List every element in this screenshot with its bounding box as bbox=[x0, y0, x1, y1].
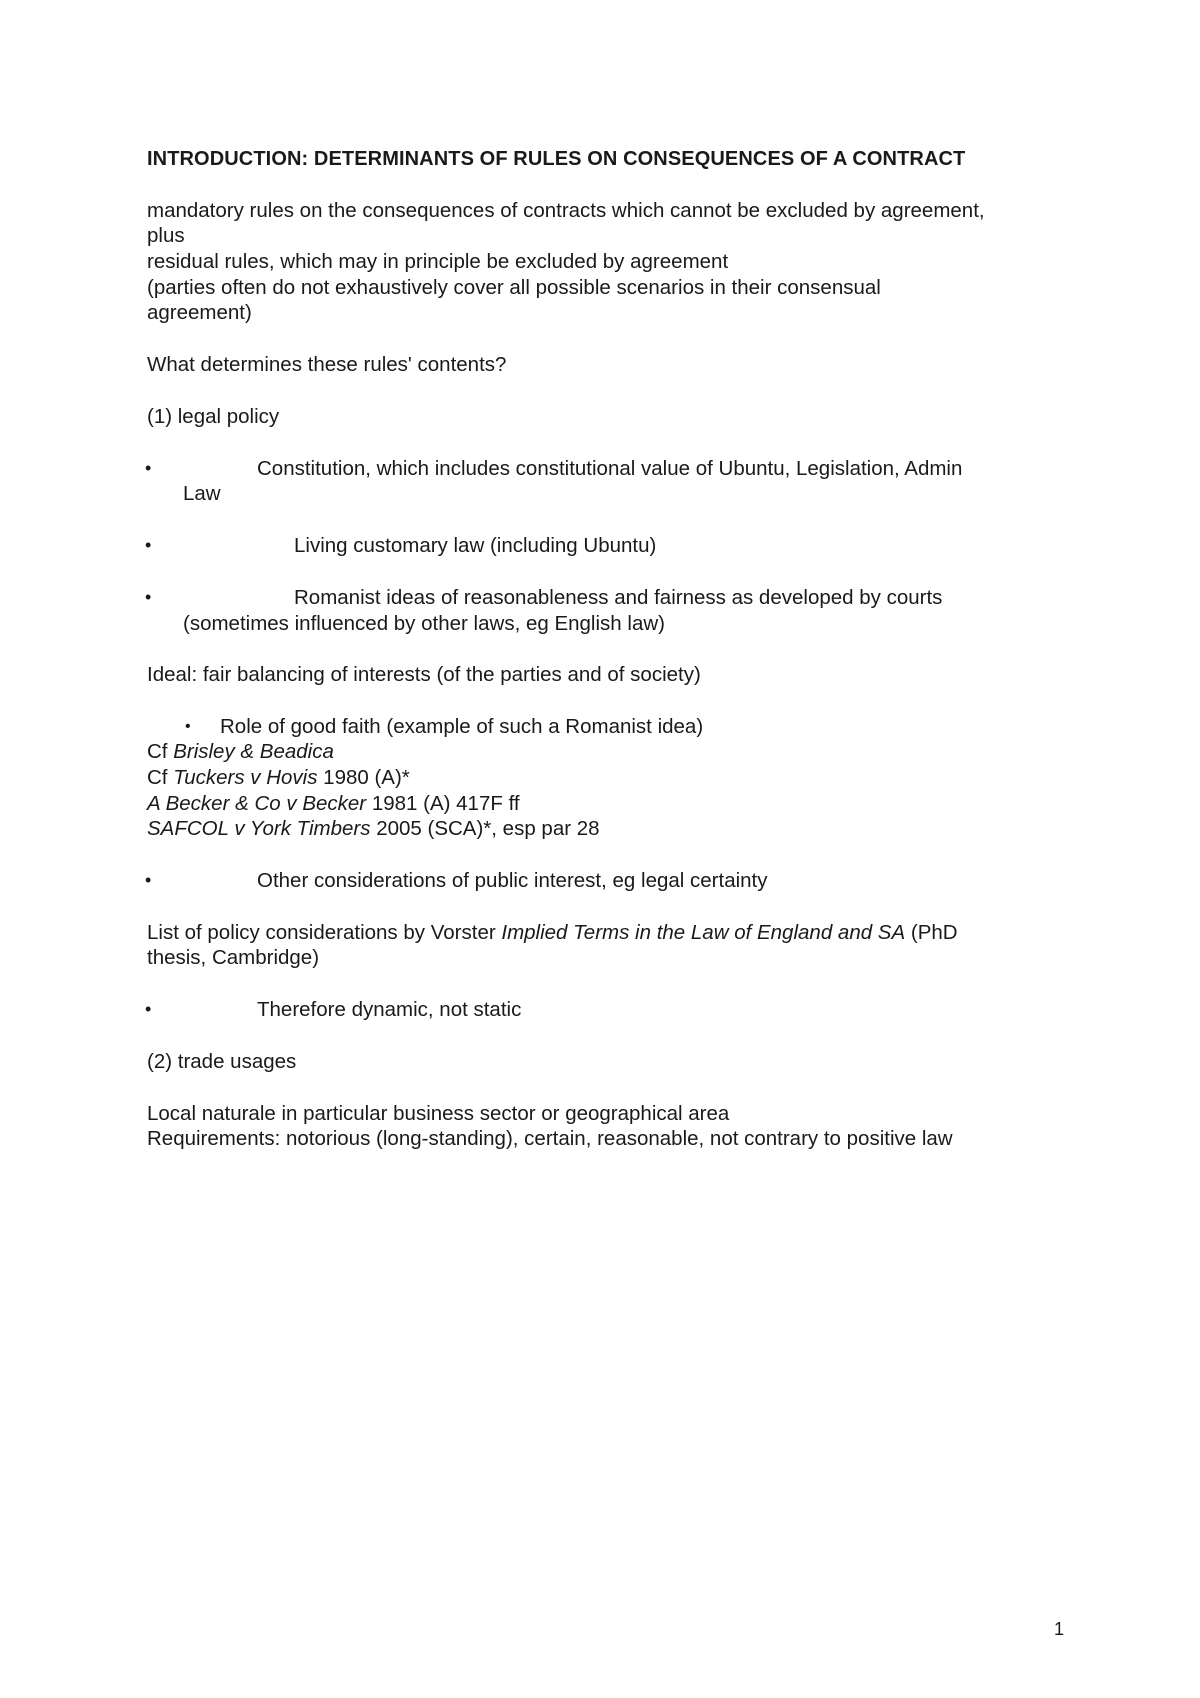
case-citation: SAFCOL v York Timbers 2005 (SCA)*, esp par 28 bbox=[147, 817, 600, 840]
question-text: What determines these rules' contents? bbox=[147, 353, 507, 376]
bullet-text: Other considerations of public interest, eg legal certainty bbox=[257, 869, 768, 892]
paragraph-line: agreement) bbox=[147, 301, 252, 324]
paragraph-line: Local naturale in particular business sector or geographical area bbox=[147, 1102, 730, 1125]
policy-list-text-continuation: thesis, Cambridge) bbox=[147, 946, 320, 969]
bullet-icon: • bbox=[145, 535, 152, 555]
bullet-text: Living customary law (including Ubuntu) bbox=[294, 534, 657, 557]
case-citation: Cf Tuckers v Hovis 1980 (A)* bbox=[147, 766, 410, 789]
bullet-text: Therefore dynamic, not static bbox=[257, 998, 522, 1021]
paragraph-line: mandatory rules on the consequences of contracts which cannot be excluded by agreement, bbox=[147, 199, 985, 222]
bullet-icon: • bbox=[145, 458, 152, 478]
bullet-text-continuation: Law bbox=[183, 482, 221, 505]
bullet-icon: • bbox=[145, 587, 152, 607]
bullet-text-continuation: (sometimes influenced by other laws, eg English law) bbox=[183, 612, 665, 635]
ideal-text: Ideal: fair balancing of interests (of the parties and of society) bbox=[147, 663, 701, 686]
paragraph-line: Requirements: notorious (long-standing), certain, reasonable, not contrary to positive law bbox=[147, 1127, 953, 1150]
case-citation: Cf Brisley & Beadica bbox=[147, 740, 334, 763]
document-title: INTRODUCTION: DETERMINANTS OF RULES ON CONSEQUENCES OF A CONTRACT bbox=[147, 148, 966, 170]
page-number: 1 bbox=[1054, 1619, 1065, 1639]
bullet-text: Romanist ideas of reasonableness and fairness as developed by courts bbox=[294, 586, 943, 609]
section-heading-legal-policy: (1) legal policy bbox=[147, 405, 280, 428]
bullet-icon: • bbox=[185, 718, 191, 735]
paragraph-line: plus bbox=[147, 224, 185, 247]
case-citation: A Becker & Co v Becker 1981 (A) 417F ff bbox=[147, 792, 520, 815]
bullet-text: Constitution, which includes constitutional value of Ubuntu, Legislation, Admin bbox=[257, 457, 963, 480]
section-heading-trade-usages: (2) trade usages bbox=[147, 1050, 297, 1073]
bullet-icon: • bbox=[145, 999, 152, 1019]
policy-list-text: List of policy considerations by Vorster Implied Terms in the Law of England and SA (PhD bbox=[147, 921, 958, 944]
bullet-icon: • bbox=[145, 870, 152, 890]
paragraph-line: residual rules, which may in principle be excluded by agreement bbox=[147, 250, 729, 273]
paragraph-line: (parties often do not exhaustively cover all possible scenarios in their consensual bbox=[147, 276, 881, 299]
good-faith-text: Role of good faith (example of such a Romanist idea) bbox=[220, 715, 704, 738]
